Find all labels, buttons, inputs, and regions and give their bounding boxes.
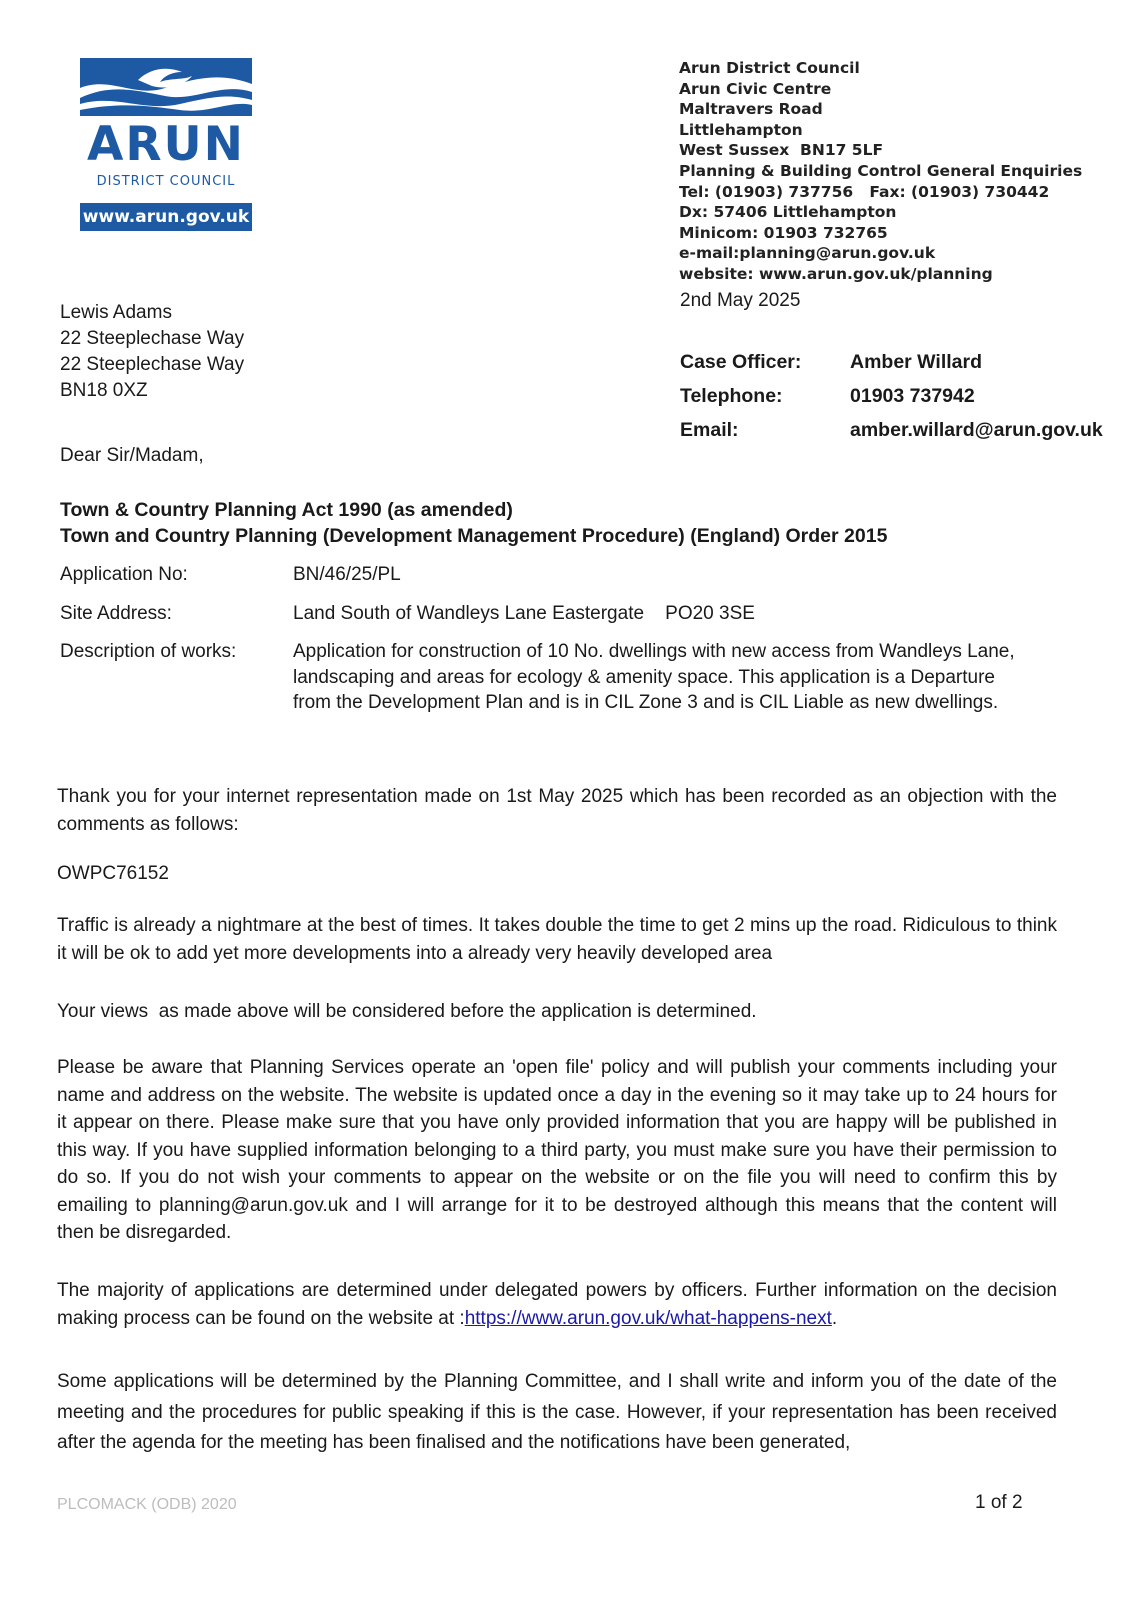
council-address-line: Tel: (01903) 737756 Fax: (01903) 730442 [679, 182, 1050, 201]
council-address-line: Arun District Council [679, 59, 860, 77]
committee-paragraph: Some applications will be determined by the Planning Committee, and I shall write and inform you of the date of the meeting and the procedures for public speaking if this is the case. However, if your representation has been received after the agenda for the meeting has been finalised and the notifications have been generated, [57, 1371, 1057, 1453]
council-address-line: Arun Civic Centre [679, 79, 832, 98]
site-address-row [60, 601, 1023, 627]
description-label: Description of works: [60, 641, 237, 662]
act-heading-line1: Town & Country Planning Act 1990 (as amended) [60, 499, 513, 521]
council-address-line: Dx: 57406 Littlehampton [679, 203, 897, 222]
council-address-line: West Sussex BN17 5LF [679, 141, 884, 160]
majority-text: The majority of applications are determined under delegated powers by officers. Further information on the decision making process can be found on the website at : [57, 1280, 1057, 1329]
email-value: amber.willard@arun.gov.uk [850, 419, 1103, 441]
logo-website: www.arun.gov.uk [80, 203, 252, 231]
act-heading [60, 497, 887, 549]
salutation: Dear Sir/Madam, [60, 445, 204, 466]
comment-paragraph: Traffic is already a nightmare at the best of times. It takes double the time to get 2 mins up the road. Ridiculous to think it will be ok to add yet more developments into a already very heavily developed area [57, 915, 1057, 964]
telephone-label: Telephone: [680, 385, 783, 407]
council-address-line: Littlehampton [679, 120, 803, 139]
recipient-postcode: BN18 0XZ [60, 380, 148, 401]
majority-paragraph [57, 1277, 1057, 1332]
case-officer-value: Amber Willard [850, 351, 983, 373]
recipient-address [60, 300, 244, 404]
application-no-value: BN/46/25/PL [293, 564, 401, 585]
council-address-line: Minicom: 01903 732765 [679, 223, 888, 242]
what-happens-next-link[interactable]: https://www.arun.gov.uk/what-happens-next [464, 1307, 832, 1329]
views-paragraph: Your views as made above will be considered before the application is determined. [57, 1001, 757, 1022]
case-officer-label: Case Officer: [680, 351, 802, 373]
application-no-row [60, 562, 1023, 588]
majority-end: . [831, 1307, 838, 1329]
telephone-value: 01903 737942 [850, 385, 975, 407]
description-value: Application for construction of 10 No. dwellings with new access from Wandleys Lane, landscaping and areas for ecology & amenity space. This application is a Departure from the Development Plan and is in CIL Zone 3 and is CIL Liable as new dwellings. [293, 641, 1015, 713]
council-address-line: Maltravers Road [679, 100, 823, 119]
description-row [60, 639, 1023, 716]
recipient-line1: 22 Steeplechase Way [60, 328, 245, 349]
seagull-wave-emblem-icon [80, 58, 252, 116]
application-details [60, 562, 1023, 729]
page-number: 1 of 2 [975, 1492, 1023, 1513]
council-address-line: Planning & Building Control General Enquiries [679, 161, 1083, 180]
recipient-line2: 22 Steeplechase Way [60, 354, 245, 375]
council-address-line: website: www.arun.gov.uk/planning [679, 264, 993, 283]
site-address-label: Site Address: [60, 602, 172, 624]
recipient-name: Lewis Adams [60, 302, 172, 323]
council-address-line: e-mail:planning@arun.gov.uk [679, 244, 936, 263]
footer-code: PLCOMACK (ODB) 2020 [57, 1496, 237, 1513]
act-heading-line2: Town and Country Planning (Development Management Procedure) (England) Order 2015 [60, 525, 888, 547]
thanks-paragraph: Thank you for your internet representation made on 1st May 2025 which has been recorded as an objection with the comments as follows: [57, 786, 1057, 835]
representation-reference: OWPC76152 [57, 863, 169, 884]
open-file-paragraph: Please be aware that Planning Services operate an 'open file' policy and will publish your comments including your name and address on the website. The website is updated once a day in the evening so it may take up to 24 hours for it appear on there. Please make sure that you have only provided information that you are happy will be published in this way. If you have supplied information belonging to a third party, you must make sure you have their permission to do so. If you do not wish your comments to appear on the website or on the file you will need to confirm this by emailing to planning@arun.gov.uk and I will arrange for it to be destroyed although this means that the content will then be disregarded. [57, 1057, 1057, 1243]
site-address-value: Land South of Wandleys Lane Eastergate PO20 3SE [293, 602, 755, 624]
arun-logo [80, 58, 252, 232]
application-no-label: Application No: [60, 564, 188, 585]
logo-subtitle: DISTRICT COUNCIL [96, 174, 236, 189]
logo-name: ARUN [86, 117, 246, 172]
council-address [679, 58, 1082, 285]
email-label: Email: [680, 419, 739, 441]
letter-date: 2nd May 2025 [680, 290, 801, 311]
